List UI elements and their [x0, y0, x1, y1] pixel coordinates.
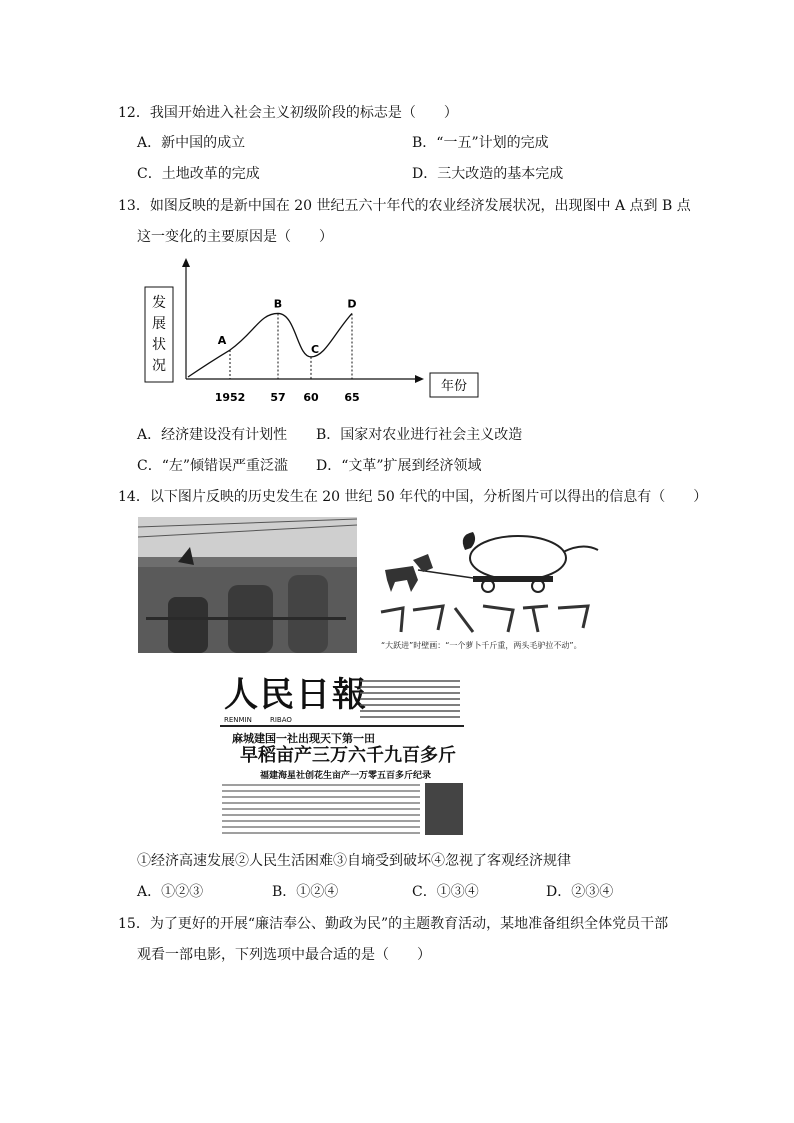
q13-option-c: C．“左”倾错误严重泛滥	[137, 458, 289, 474]
peoples-daily-newspaper	[220, 675, 464, 837]
newspaper-headline-main: 早稻亩产三万六千九百多斤	[240, 745, 456, 766]
q12-option-a: A．新中国的成立	[137, 135, 246, 151]
x-tick-65: 65	[344, 391, 360, 404]
q14-option-d: D．②③④	[546, 884, 614, 900]
x-axis-arrow	[415, 375, 424, 383]
x-tick-1952: 1952	[214, 391, 246, 404]
q14-option-b: B．①②④	[272, 884, 339, 900]
point-label-d: D	[347, 297, 357, 311]
question-13-stem-line2: 这一变化的主要原因是（ ）	[137, 229, 333, 245]
x-tick-60: 60	[303, 391, 319, 404]
q13-option-d: D．“文革”扩展到经济领域	[316, 458, 482, 474]
q12-option-c: C．土地改革的完成	[137, 166, 260, 182]
newspaper-headline-sub: 福建海星社创花生亩产一万零五百多斤纪录	[260, 771, 432, 781]
q14-option-a: A．①②③	[137, 884, 204, 900]
ylabel-char-4: 况	[152, 358, 166, 374]
cartoon-caption: “大跃进”时壁画：“一个萝卜千斤重，两头毛驴拉不动”。	[381, 641, 582, 650]
q12-option-b: B．“一五”计划的完成	[412, 135, 549, 151]
x-tick-57: 57	[270, 391, 286, 404]
ylabel-char-1: 发	[152, 295, 166, 311]
question-15-stem-line2: 观看一部电影，下列选项中最合适的是（ ）	[137, 947, 431, 963]
q14-statements: ①经济高速发展②人民生活困难③自墒受到破坏④忽视了客观经济规律	[137, 853, 571, 869]
q12-option-d: D．三大改造的基本完成	[412, 166, 564, 182]
ylabel-char-2: 展	[152, 316, 166, 332]
newspaper-pinyin-left: RENMIN	[224, 716, 252, 724]
q13-option-a: A．经济建设没有计划性	[137, 427, 288, 443]
question-12-stem: 12．我国开始进入社会主义初级阶段的标志是（ ）	[118, 105, 458, 121]
furnace-photo	[138, 517, 357, 653]
q13-option-b: B．国家对农业进行社会主义改造	[316, 427, 523, 443]
question-15-stem-line1: 15．为了更好的开展“廉洁奉公、勤政为民”的主题教育活动，某地准备组织全体党员干部	[118, 916, 669, 932]
newspaper-headline-top: 麻城建国一社出现天下第一田	[232, 732, 375, 745]
question-13-stem-line1: 13．如图反映的是新中国在 20 世纪五六十年代的农业经济发展状况，出现图中 A 点到 B 点	[118, 198, 691, 214]
y-axis-arrow	[182, 258, 190, 267]
radish-cartoon	[373, 520, 613, 655]
point-label-a: A	[217, 334, 227, 348]
development-curve	[188, 313, 352, 377]
newspaper-pinyin-right: RIBAO	[270, 716, 292, 724]
point-label-c: C	[310, 342, 320, 356]
point-label-b: B	[273, 297, 283, 311]
question-14-stem: 14．以下图片反映的历史发生在 20 世纪 50 年代的中国，分析图片可以得出的信息有（ ）	[118, 489, 708, 505]
ylabel-char-3: 状	[152, 337, 166, 353]
q14-option-c: C．①③④	[412, 884, 479, 900]
xlabel: 年份	[440, 379, 468, 394]
newspaper-masthead: 人民日報	[224, 675, 368, 715]
agriculture-development-chart	[140, 255, 500, 405]
